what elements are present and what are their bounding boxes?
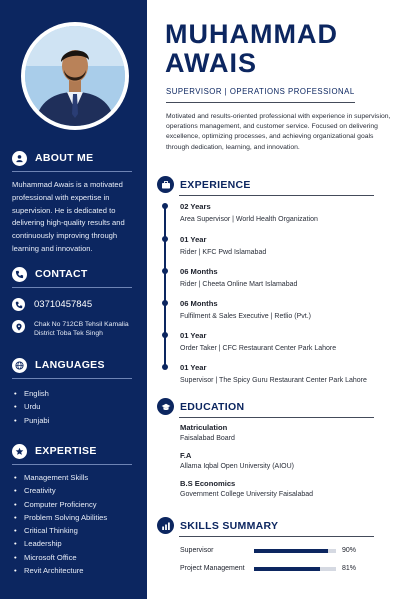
location-icon xyxy=(12,320,25,333)
list-item: • Leadership xyxy=(12,537,134,550)
experience-entry xyxy=(180,202,395,225)
timeline-dot xyxy=(162,300,168,306)
about-divider xyxy=(12,171,132,172)
experience-duration: 02 Years xyxy=(180,202,211,211)
main-content xyxy=(147,0,400,599)
experience-detail: Rider | Cheeta Online Mart Islamabad xyxy=(180,281,298,288)
skills-divider xyxy=(179,536,374,537)
contact-heading: CONTACT xyxy=(35,268,88,280)
skill-label: Supervisor xyxy=(180,547,214,554)
skill-row xyxy=(180,564,395,574)
phone-icon xyxy=(12,298,25,311)
list-item: • English xyxy=(12,387,134,400)
about-text: Muhammad Awais is a motivated professional with expertise in supervision. He is dedicated to delivering high-quality results and continuously improving through learning and innovation. xyxy=(12,180,125,253)
person-name xyxy=(165,20,338,78)
about-section xyxy=(12,150,134,256)
education-entry xyxy=(180,423,395,444)
star-icon xyxy=(12,444,27,459)
education-entry xyxy=(180,451,395,472)
profile-portrait-image xyxy=(25,26,125,126)
education-institute: Government College University Faisalabad xyxy=(180,491,314,498)
skill-percent: 81% xyxy=(342,565,357,572)
experience-entry xyxy=(180,331,395,354)
expertise-list xyxy=(12,471,134,577)
education-institute: Allama Iqbal Open University (AIOU) xyxy=(180,463,294,470)
skills-heading: SKILLS SUMMARY xyxy=(180,519,279,532)
contact-address xyxy=(12,320,134,338)
languages-divider xyxy=(12,378,132,379)
globe-icon xyxy=(12,358,27,373)
experience-entry xyxy=(180,235,395,258)
briefcase-icon xyxy=(157,176,174,193)
job-title: SUPERVISOR | OPERATIONS PROFESSIONAL xyxy=(166,87,355,96)
contact-phone[interactable] xyxy=(12,298,134,311)
profile-photo xyxy=(21,22,129,130)
phone-icon xyxy=(12,267,27,282)
list-item: • Critical Thinking xyxy=(12,524,134,537)
graduation-cap-icon xyxy=(157,398,174,415)
list-item: • Microsoft Office xyxy=(12,551,134,564)
experience-duration: 01 Year xyxy=(180,235,207,244)
education-institute: Faisalabad Board xyxy=(180,435,235,442)
experience-divider xyxy=(179,195,374,196)
timeline-dot xyxy=(162,268,168,274)
experience-entry xyxy=(180,363,395,386)
list-item: • Urdu xyxy=(12,400,134,413)
name-line-1: MUHAMMAD xyxy=(165,19,338,49)
bar-chart-icon xyxy=(157,517,174,534)
list-item: • Punjabi xyxy=(12,414,134,427)
profile-summary: Motivated and results-oriented professional with experience in supervision, operations management, and customer service. Focused on delivering excellence, optimizing processes, and achieving organizational goals through dedication, learning, and innovation. xyxy=(166,113,391,151)
list-item: • Management Skills xyxy=(12,471,134,484)
education-header xyxy=(157,398,244,415)
experience-detail: Order Taker | CFC Restaurant Center Park Lahore xyxy=(180,345,337,352)
education-divider xyxy=(179,417,374,418)
list-item: • Problem Solving Abilities xyxy=(12,511,134,524)
education-degree: Matriculation xyxy=(180,423,228,432)
skills-header xyxy=(157,517,278,534)
languages-section xyxy=(12,357,134,427)
skill-bar xyxy=(254,549,336,553)
title-divider xyxy=(166,102,355,103)
contact-section xyxy=(12,266,134,338)
education-degree: B.S Economics xyxy=(180,479,236,488)
skill-bar-fill xyxy=(254,549,328,553)
name-line-2: AWAIS xyxy=(165,48,258,78)
skill-bar xyxy=(254,567,336,571)
timeline-dot xyxy=(162,332,168,338)
skill-label: Project Management xyxy=(180,565,245,572)
expertise-heading: EXPERTISE xyxy=(35,445,97,457)
experience-detail: Rider | KFC Pwd Islamabad xyxy=(180,249,267,256)
skill-percent: 90% xyxy=(342,547,357,554)
education-degree: F.A xyxy=(180,451,192,460)
list-item: • Creativity xyxy=(12,484,134,497)
list-item: • Computer Proficiency xyxy=(12,498,134,511)
timeline-dot xyxy=(162,203,168,209)
experience-heading: EXPERIENCE xyxy=(180,178,251,191)
languages-heading: LANGUAGES xyxy=(35,359,105,371)
timeline-dot xyxy=(162,236,168,242)
education-entry xyxy=(180,479,395,500)
expertise-section xyxy=(12,443,134,577)
experience-detail: Fulfilment & Sales Executive | Retlio (Pvt.) xyxy=(180,313,311,320)
experience-detail: Supervisor | The Spicy Guru Restaurant Center Park Lahore xyxy=(180,377,367,384)
user-icon xyxy=(12,151,27,166)
experience-duration: 01 Year xyxy=(180,363,207,372)
timeline-dot xyxy=(162,364,168,370)
contact-divider xyxy=(12,287,132,288)
experience-timeline xyxy=(164,206,166,366)
experience-header xyxy=(157,176,251,193)
experience-duration: 06 Months xyxy=(180,299,218,308)
skill-row xyxy=(180,546,395,556)
phone-number: 03710457845 xyxy=(34,299,93,310)
expertise-divider xyxy=(12,464,132,465)
languages-list xyxy=(12,387,134,427)
address-text: Chak No 712CB Tehsil Kamalia District Toba Tek Singh xyxy=(34,321,129,337)
experience-entry xyxy=(180,299,395,322)
skill-bar-fill xyxy=(254,567,320,571)
experience-duration: 06 Months xyxy=(180,267,218,276)
experience-entry xyxy=(180,267,395,290)
about-heading: ABOUT ME xyxy=(35,152,94,164)
list-item: • Revit Architecture xyxy=(12,564,134,577)
experience-duration: 01 Year xyxy=(180,331,207,340)
education-heading: EDUCATION xyxy=(180,400,245,413)
experience-detail: Area Supervisor | World Health Organization xyxy=(180,216,318,223)
sidebar xyxy=(0,0,147,599)
